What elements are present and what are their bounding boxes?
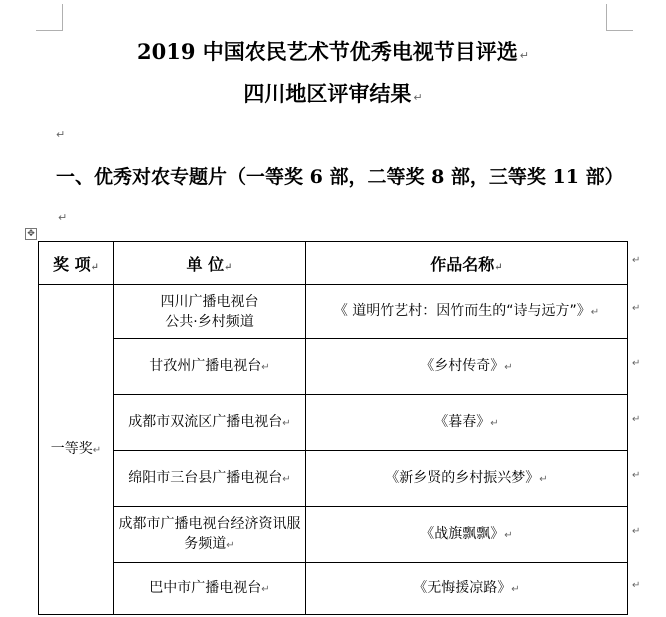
table-row bbox=[39, 339, 628, 395]
row-end-mark: ↵ bbox=[632, 414, 641, 425]
table-row bbox=[39, 395, 628, 451]
results-table bbox=[38, 241, 628, 615]
crop-mark-top-left bbox=[36, 4, 63, 31]
crop-mark-top-right bbox=[606, 4, 633, 31]
work-cell: 《战旗飘飘》↵ bbox=[306, 507, 628, 563]
work-cell: 《暮春》↵ bbox=[306, 395, 628, 451]
unit-cell: 成都市双流区广播电视台↵ bbox=[114, 395, 306, 451]
row-end-mark: ↵ bbox=[632, 358, 641, 369]
work-cell: 《新乡贤的乡村振兴梦》↵ bbox=[306, 451, 628, 507]
unit-cell: 成都市广播电视台经济资讯服务频道↵ bbox=[114, 507, 306, 563]
table-row bbox=[39, 451, 628, 507]
title-line-1: 2019 中国农民艺术节优秀电视节目评选 ↵ bbox=[137, 39, 529, 64]
work-cell: 《 道明竹艺村：因竹而生的“诗与远方”》↵ bbox=[306, 285, 628, 339]
row-end-mark: ↵ bbox=[632, 470, 641, 481]
section-heading: 一、优秀对农专题片（一等奖 6 部，二等奖 8 部，三等奖 11 部）↵ bbox=[56, 166, 624, 224]
table-row bbox=[39, 563, 628, 615]
header-unit: 单 位↵ bbox=[114, 242, 306, 285]
award-cell: 一等奖↵ bbox=[39, 285, 114, 615]
row-end-mark: ↵ bbox=[632, 303, 641, 314]
header-award: 奖 项↵ bbox=[39, 242, 114, 285]
row-end-mark: ↵ bbox=[632, 255, 641, 266]
row-end-mark: ↵ bbox=[632, 580, 641, 591]
work-cell: 《无悔援凉路》↵ bbox=[306, 563, 628, 615]
table-row bbox=[39, 507, 628, 563]
unit-cell: 巴中市广播电视台↵ bbox=[114, 563, 306, 615]
paragraph-mark: ↵ bbox=[56, 128, 66, 141]
unit-cell: 甘孜州广播电视台↵ bbox=[114, 339, 306, 395]
work-cell: 《乡村传奇》↵ bbox=[306, 339, 628, 395]
row-end-mark: ↵ bbox=[632, 526, 641, 537]
table-row bbox=[39, 285, 628, 339]
table-move-handle-icon[interactable]: ✥ bbox=[25, 228, 37, 240]
title-line-2: 四川地区评审结果 ↵ bbox=[243, 81, 423, 106]
unit-cell: 绵阳市三台县广播电视台↵ bbox=[114, 451, 306, 507]
header-work: 作品名称↵ bbox=[306, 242, 628, 285]
unit-cell: 四川广播电视台 公共·乡村频道 bbox=[114, 285, 306, 339]
table-header-row bbox=[39, 242, 628, 285]
